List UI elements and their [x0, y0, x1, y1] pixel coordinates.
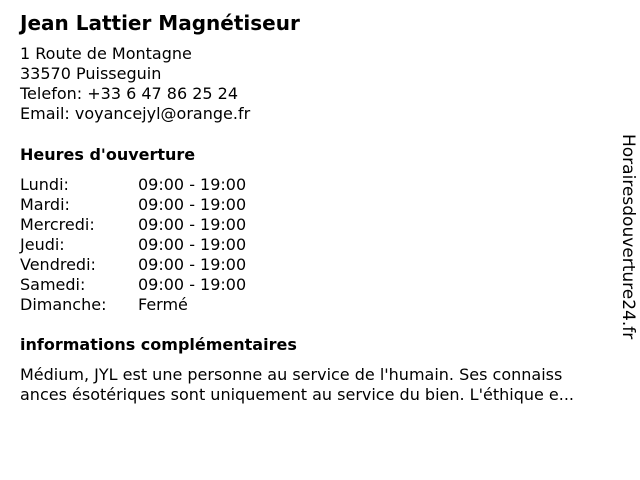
- hours-row-friday: [20, 255, 280, 275]
- info-heading: informations complémentaires: [20, 335, 297, 354]
- hours-row-thursday: [20, 235, 280, 255]
- info-line-2: ances ésotériques sont uniquement au service du bien. L'éthique e...: [20, 385, 575, 404]
- hours-row-saturday: [20, 275, 280, 295]
- site-watermark: Horairesdouverture24.fr: [618, 134, 638, 340]
- email-text: Email: voyancejyl@orange.fr: [20, 104, 251, 123]
- hours-row-wednesday: [20, 215, 280, 235]
- time-value: 09:00 - 19:00: [138, 175, 247, 194]
- address-city: 33570 Puisseguin: [20, 64, 162, 83]
- address-street: 1 Route de Montagne: [20, 44, 192, 63]
- day-label: Samedi:: [20, 275, 86, 294]
- day-label: Dimanche:: [20, 295, 107, 314]
- info-description: [20, 365, 620, 405]
- day-label: Jeudi:: [20, 235, 65, 254]
- day-label: Lundi:: [20, 175, 69, 194]
- hours-row-monday: [20, 175, 280, 195]
- day-label: Mardi:: [20, 195, 70, 214]
- time-value: Fermé: [138, 295, 188, 314]
- hours-heading: Heures d'ouverture: [20, 145, 196, 164]
- time-value: 09:00 - 19:00: [138, 275, 247, 294]
- time-value: 09:00 - 19:00: [138, 215, 247, 234]
- time-value: 09:00 - 19:00: [138, 255, 247, 274]
- hours-table: [20, 175, 280, 315]
- time-value: 09:00 - 19:00: [138, 235, 247, 254]
- hours-row-tuesday: [20, 195, 280, 215]
- day-label: Vendredi:: [20, 255, 96, 274]
- contact-block: [20, 44, 250, 124]
- info-line-1: Médium, JYL est une personne au service de l'humain. Ses connaiss: [20, 365, 563, 384]
- time-value: 09:00 - 19:00: [138, 195, 247, 214]
- business-name: Jean Lattier Magnétiseur: [20, 11, 300, 35]
- hours-row-sunday: [20, 295, 280, 315]
- day-label: Mercredi:: [20, 215, 95, 234]
- phone-text: Telefon: +33 6 47 86 25 24: [20, 84, 239, 103]
